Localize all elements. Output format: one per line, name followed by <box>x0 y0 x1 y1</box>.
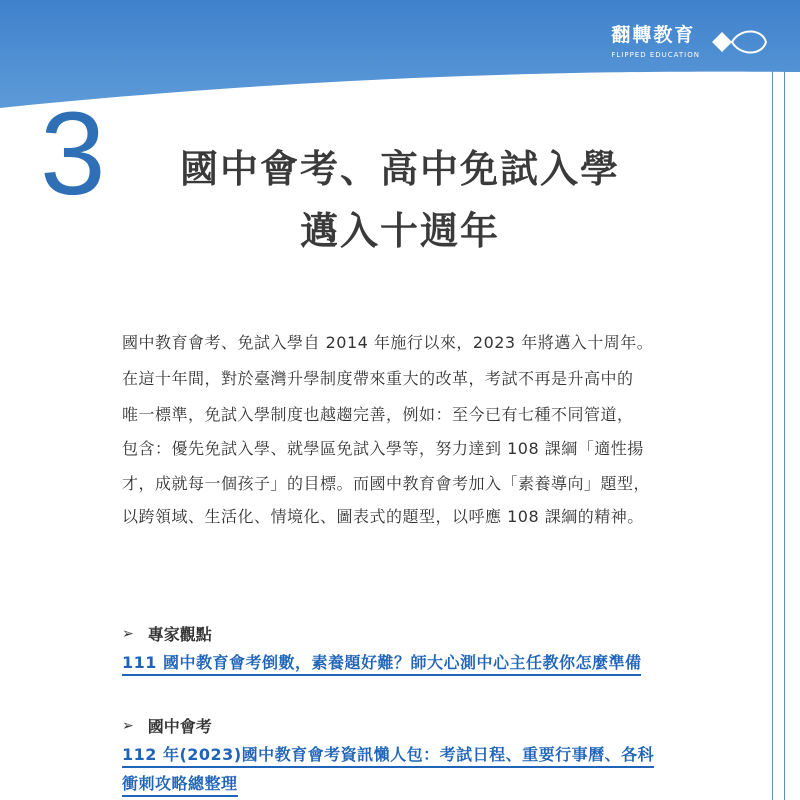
body-paragraph-line: 以跨領域、生活化、情境化、圖表式的題型，以呼應 108 課綱的精神。 <box>122 507 644 526</box>
body-paragraph-line: 包含：優先免試入學、就學區免試入學等，努力達到 108 課綱「適性揚 <box>122 439 644 458</box>
body-paragraph-line: 才，成就每一個孩子」的目標。而國中教育會考加入「素養導向」題型， <box>122 474 651 493</box>
related-article-link-continued[interactable]: 衝刺攻略總整理 <box>122 773 238 797</box>
related-topic-label: 國中會考 <box>147 717 212 736</box>
related-article-link[interactable]: 111 國中教育會考倒數，素養題好難？師大心測中心主任教你怎麼準備 <box>122 652 641 676</box>
brand-logo[interactable] <box>611 22 770 62</box>
arrow-bullet-icon: ➢ <box>122 717 134 734</box>
arrow-bullet-icon: ➢ <box>122 625 134 642</box>
brand-name <box>611 24 700 60</box>
body-paragraph-line: 國中教育會考、免試入學自 2014 年施行以來，2023 年將邁入十周年。 <box>122 333 654 352</box>
body-paragraph-line: 唯一標準，免試入學制度也越趨完善，例如：至今已有七種不同管道， <box>122 405 634 424</box>
related-topic-label: 專家觀點 <box>147 625 212 644</box>
related-topic-exam <box>122 714 212 737</box>
section-number: 3 <box>40 88 106 220</box>
page-title-line-2: 邁入十週年 <box>299 209 500 253</box>
infinity-logo-icon <box>710 22 770 62</box>
brand-name-cn: 翻轉教育 <box>611 24 696 46</box>
right-margin-rule <box>772 70 773 800</box>
page-title-line-1: 國中會考、高中免試入學 <box>179 147 620 191</box>
related-article-link[interactable]: 112 年(2023)國中教育會考資訊懶人包：考試日程、重要行事曆、各科 <box>122 744 654 768</box>
brand-name-en: FLIPPED EDUCATION <box>611 51 700 59</box>
body-paragraph-line: 在這十年間，對於臺灣升學制度帶來重大的改革，考試不再是升高中的 <box>122 369 634 388</box>
related-topic-expert <box>122 622 212 645</box>
right-margin-rule-outer <box>784 70 785 800</box>
